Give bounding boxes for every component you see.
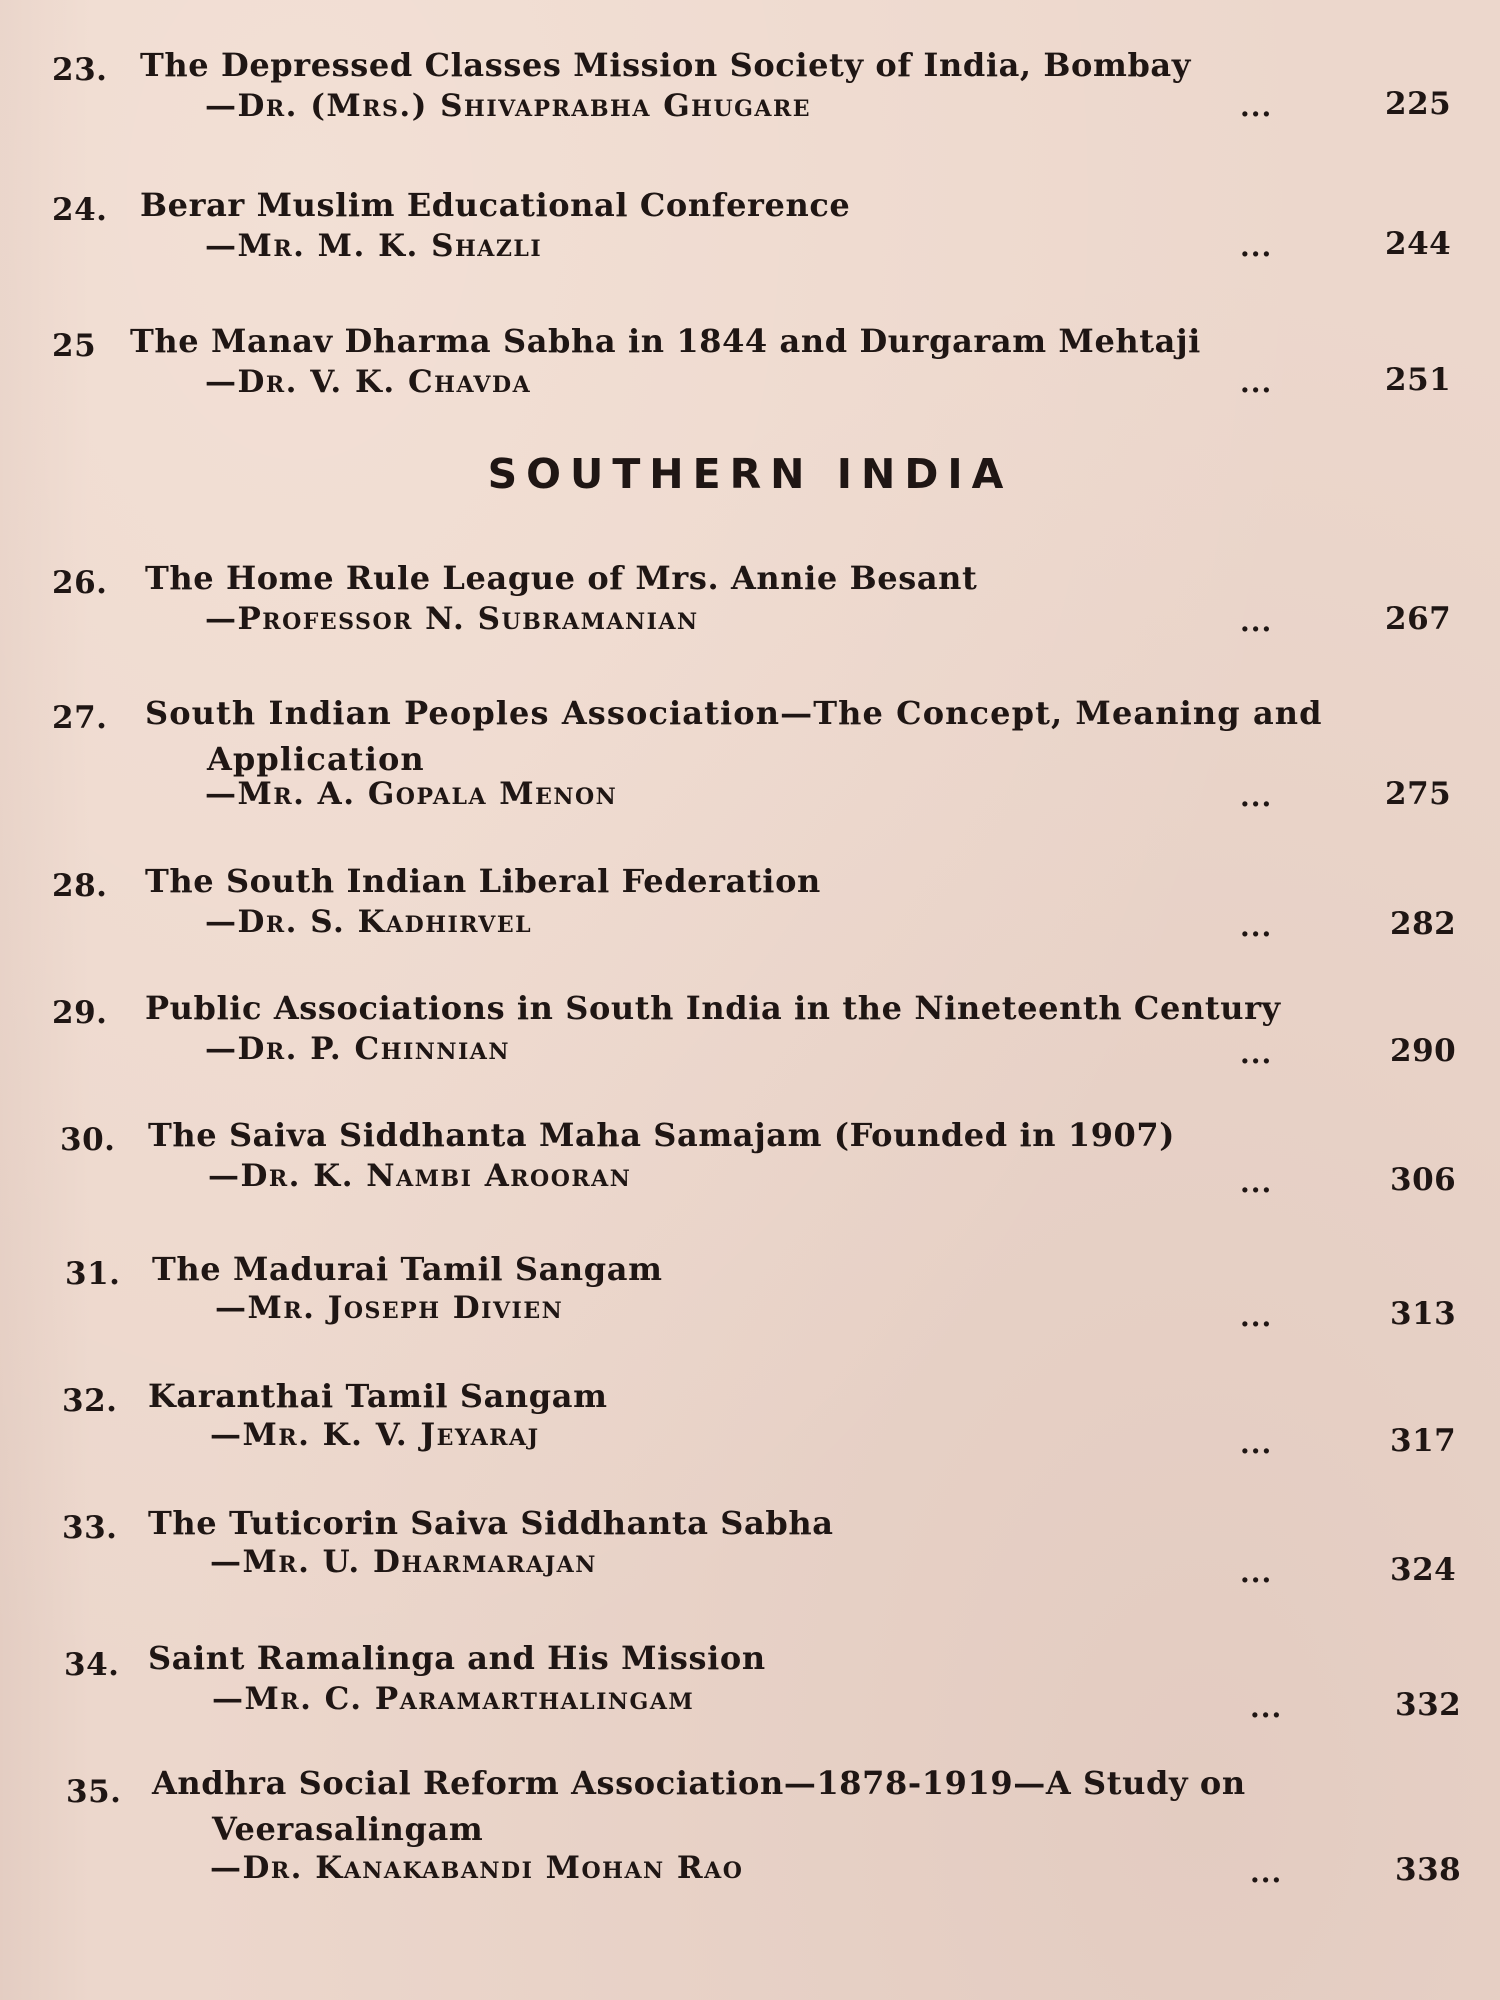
entry-title-line: The Madurai Tamil Sangam bbox=[152, 1250, 663, 1288]
entry-author: —Dr. P. Chinnian bbox=[205, 1031, 510, 1067]
entry-title-line: Karanthai Tamil Sangam bbox=[148, 1377, 608, 1415]
entry-title bbox=[140, 182, 1240, 228]
entry-page-number: 332 bbox=[1395, 1687, 1462, 1723]
entry-leader: ... bbox=[1240, 1166, 1273, 1199]
entry-number: 30. bbox=[60, 1122, 116, 1158]
entry-number: 32. bbox=[62, 1383, 118, 1419]
entry-author: —Mr. A. Gopala Menon bbox=[205, 776, 618, 812]
entry-title bbox=[145, 858, 1245, 904]
entry-title-line: The Home Rule League of Mrs. Annie Besant bbox=[145, 559, 978, 597]
entry-page-number: 338 bbox=[1395, 1852, 1462, 1888]
entry-author: —Dr. S. Kadhirvel bbox=[205, 904, 533, 940]
entry-title bbox=[148, 1500, 1248, 1546]
entry-title bbox=[140, 42, 1240, 88]
entry-title-line: The Saiva Siddhanta Maha Samajam (Founded in 1907) bbox=[148, 1116, 1176, 1154]
entry-page-number: 324 bbox=[1390, 1552, 1457, 1588]
entry-leader: ... bbox=[1240, 230, 1273, 263]
entry-title bbox=[130, 318, 1230, 364]
entry-page-number: 275 bbox=[1385, 776, 1452, 812]
entry-leader: ... bbox=[1240, 1556, 1273, 1589]
entry-number: 34. bbox=[64, 1647, 120, 1683]
entry-title bbox=[145, 555, 1245, 601]
entry-leader: ... bbox=[1240, 90, 1273, 123]
entry-title-line: The Manav Dharma Sabha in 1844 and Durgaram Mehtaji bbox=[130, 322, 1201, 360]
entry-number: 23. bbox=[52, 52, 108, 88]
entry-title bbox=[148, 1635, 1248, 1681]
entry-author: —Professor N. Subramanian bbox=[205, 601, 699, 637]
entry-leader: ... bbox=[1240, 1427, 1273, 1460]
entry-title bbox=[145, 985, 1281, 1031]
entry-leader: ... bbox=[1250, 1691, 1283, 1724]
entry-title-line: The South Indian Liberal Federation bbox=[145, 862, 821, 900]
entry-number: 27. bbox=[52, 700, 108, 736]
entry-page-number: 267 bbox=[1385, 601, 1452, 637]
entry-page-number: 244 bbox=[1385, 226, 1452, 262]
entry-title bbox=[152, 1246, 1252, 1292]
entry-leader: ... bbox=[1250, 1856, 1283, 1889]
entry-leader: ... bbox=[1240, 910, 1273, 943]
entry-author: —Mr. C. Paramarthalingam bbox=[212, 1681, 695, 1717]
entry-number: 26. bbox=[52, 565, 108, 601]
entry-title bbox=[148, 1112, 1248, 1158]
entry-page-number: 290 bbox=[1390, 1033, 1457, 1069]
entry-number: 31. bbox=[65, 1256, 121, 1292]
entry-author: —Dr. (Mrs.) Shivaprabha Ghugare bbox=[205, 88, 812, 124]
entry-author: —Mr. M. K. Shazli bbox=[205, 228, 543, 264]
entry-leader: ... bbox=[1240, 1300, 1273, 1333]
entry-title bbox=[145, 690, 1323, 782]
entry-page-number: 306 bbox=[1390, 1162, 1457, 1198]
entry-page-number: 225 bbox=[1385, 86, 1452, 122]
entry-title-line: Andhra Social Reform Association—1878-1919—A Study on bbox=[152, 1764, 1246, 1802]
entry-page-number: 251 bbox=[1385, 362, 1452, 398]
entry-leader: ... bbox=[1240, 366, 1273, 399]
entry-author: —Mr. U. Dharmarajan bbox=[210, 1544, 597, 1580]
entry-page-number: 313 bbox=[1390, 1296, 1457, 1332]
entry-title bbox=[148, 1373, 1248, 1419]
entry-title-line: Application bbox=[207, 740, 425, 778]
section-heading: SOUTHERN INDIA bbox=[487, 450, 1013, 498]
entry-page-number: 317 bbox=[1390, 1423, 1457, 1459]
entry-author: —Dr. K. Nambi Arooran bbox=[208, 1158, 632, 1194]
entry-title-line: Veerasalingam bbox=[212, 1810, 484, 1848]
entry-number: 25 bbox=[52, 328, 97, 364]
entry-number: 29. bbox=[52, 995, 108, 1031]
entry-title-line: Saint Ramalinga and His Mission bbox=[148, 1639, 766, 1677]
entry-page-number: 282 bbox=[1390, 906, 1457, 942]
entry-title-line: The Depressed Classes Mission Society of India, Bombay bbox=[140, 46, 1191, 84]
entry-title bbox=[152, 1760, 1252, 1852]
entry-title-line: South Indian Peoples Association—The Concept, Meaning and bbox=[145, 694, 1323, 732]
entry-author: —Mr. K. V. Jeyaraj bbox=[210, 1417, 540, 1453]
entry-author: —Dr. Kanakabandi Mohan Rao bbox=[210, 1850, 744, 1886]
entry-title-line: Berar Muslim Educational Conference bbox=[140, 186, 851, 224]
entry-title-line: Public Associations in South India in the Nineteenth Century bbox=[145, 989, 1281, 1027]
entry-leader: ... bbox=[1240, 780, 1273, 813]
entry-author: —Mr. Joseph Divien bbox=[215, 1290, 564, 1326]
entry-number: 24. bbox=[52, 192, 108, 228]
entry-title-line: The Tuticorin Saiva Siddhanta Sabha bbox=[148, 1504, 834, 1542]
entry-number: 33. bbox=[62, 1510, 118, 1546]
entry-leader: ... bbox=[1240, 605, 1273, 638]
entry-number: 35. bbox=[66, 1774, 122, 1810]
entry-number: 28. bbox=[52, 868, 108, 904]
entry-author: —Dr. V. K. Chavda bbox=[205, 364, 532, 400]
entry-leader: ... bbox=[1240, 1037, 1273, 1070]
